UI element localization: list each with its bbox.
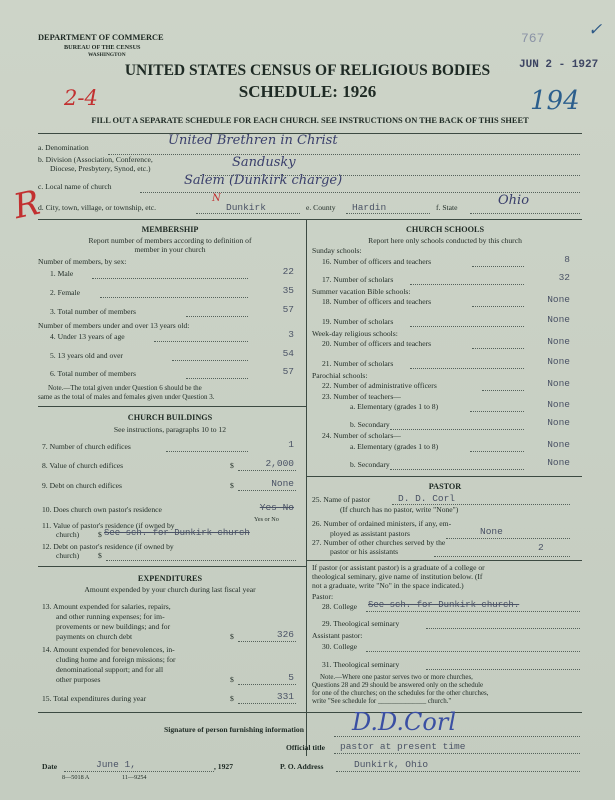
- city-label: d. City, town, village, or township, etc.: [38, 203, 157, 212]
- form-title: UNITED STATES CENSUS OF RELIGIOUS BODIES: [124, 62, 491, 79]
- q24a-value: None: [547, 439, 570, 450]
- q7-label: 7. Number of church edifices: [42, 442, 131, 451]
- parochial-label: Parochial schools:: [312, 371, 368, 380]
- q10-value: Yes No: [259, 502, 294, 513]
- q29-label: 29. Theological seminary: [322, 619, 400, 628]
- signature-value: D.D.Corl: [352, 708, 456, 736]
- pastor-note-3: for one of the churches; on the schedules for the other churches,: [312, 690, 489, 697]
- q14-label-3: denominational support; and for all: [56, 665, 164, 674]
- q9-dollar: $: [230, 481, 234, 490]
- division-label: b. Division (Association, Conference,: [38, 155, 153, 164]
- q16-label: 16. Number of officers and teachers: [322, 257, 432, 266]
- q28-label: 28. College: [322, 602, 358, 611]
- q12-label: 12. Debt on pastor's residence (if owned by: [42, 542, 174, 551]
- membership-note-2: same as the total of males and females given under Question 3.: [38, 393, 215, 401]
- q14-label: 14. Amount expended for benevolences, in-: [42, 645, 175, 654]
- pastor-title: PASTOR: [428, 482, 462, 491]
- q8-dollar: $: [230, 461, 234, 470]
- q22-value: None: [547, 378, 570, 389]
- form-code: 8—5018 A: [62, 774, 90, 781]
- county-value: Hardin: [352, 202, 387, 213]
- q12-label-2: church): [56, 551, 80, 560]
- q24b-label: b. Secondary: [350, 460, 390, 469]
- official-title-label: Official title: [286, 743, 326, 752]
- q21-value: None: [547, 356, 570, 367]
- q25-hint: (If church has no pastor, write "None"): [340, 505, 459, 514]
- year-label: , 1927: [214, 762, 233, 771]
- q25-label: 25. Name of pastor: [312, 495, 371, 504]
- q8-value: 2,000: [265, 458, 294, 469]
- q26-label-2: ployed as assistant pastors: [330, 529, 410, 538]
- q20-label: 20. Number of officers and teachers: [322, 339, 432, 348]
- po-address-value: Dunkirk, Ohio: [354, 759, 429, 770]
- q8-label: 8. Value of church edifices: [42, 461, 124, 470]
- q19-value: None: [547, 314, 570, 325]
- state-value: Ohio: [498, 193, 530, 208]
- q24-label: 24. Number of scholars—: [322, 431, 401, 440]
- q15-value: 331: [276, 691, 294, 702]
- q11-value: See sch. for Dunkirk church: [104, 528, 250, 538]
- q23b-value: None: [547, 417, 570, 428]
- q23-label: 23. Number of teachers—: [322, 392, 401, 401]
- q11-label-2: church): [56, 530, 80, 539]
- denomination-label: a. Denomination: [38, 143, 89, 152]
- q23b-label: b. Secondary: [350, 420, 390, 429]
- buildings-intro: See instructions, paragraphs 10 to 12: [113, 425, 227, 434]
- q17-label: 17. Number of scholars: [322, 275, 394, 284]
- city-mark: N: [212, 193, 221, 204]
- membership-intro: Report number of members according to definition of: [88, 236, 252, 245]
- red-code: 2-4: [64, 86, 98, 110]
- q2-label: 2. Female: [50, 288, 80, 297]
- q15-dollar: $: [230, 694, 234, 703]
- date-value: June 1,: [96, 759, 136, 770]
- date-label: Date: [42, 762, 58, 771]
- local-name-label: c. Local name of church: [38, 182, 112, 191]
- q4-label: 4. Under 13 years of age: [50, 332, 125, 341]
- weekday-label: Week-day religious schools:: [312, 329, 398, 338]
- q1-value: 22: [282, 266, 294, 277]
- q22-label: 22. Number of administrative officers: [322, 381, 437, 390]
- q18-value: None: [547, 294, 570, 305]
- q23a-value: None: [547, 399, 570, 410]
- division-value: Sandusky: [232, 155, 296, 170]
- q9-label: 9. Debt on church edifices: [42, 481, 122, 490]
- graduate-intro-2: theological seminary, give name of institution below. (If: [312, 572, 483, 581]
- pastor-note-2: Questions 28 and 29 should be answered only on the schedule: [312, 682, 484, 689]
- check-mark: ✓: [588, 20, 603, 40]
- department-label: DEPARTMENT OF COMMERCE: [38, 33, 164, 42]
- division-label-2: Diocese, Presbytery, Synod, etc.): [50, 164, 151, 173]
- denomination-value: United Brethren in Christ: [168, 133, 338, 148]
- q13-value: 326: [276, 629, 294, 640]
- expenditures-title: EXPENDITURES: [137, 574, 203, 583]
- washington-label: WASHINGTON: [88, 52, 126, 58]
- q5-value: 54: [282, 348, 294, 359]
- schedule-title: SCHEDULE: 1926: [238, 82, 377, 101]
- q1-label: 1. Male: [50, 269, 74, 278]
- form-print-code: 11—9254: [122, 774, 147, 781]
- local-name-value: Salem (Dunkirk charge): [184, 173, 343, 188]
- graduate-intro: If pastor (or assistant pastor) is a graduate of a college or: [312, 563, 485, 572]
- assistant-sublabel: Assistant pastor:: [312, 631, 363, 640]
- q21-label: 21. Number of scholars: [322, 359, 394, 368]
- q25-value: D. D. Corl: [398, 493, 456, 504]
- q14-label-2: cluding home and foreign missions; for: [56, 655, 176, 664]
- q28-value: See sch. for Dunkirk church.: [368, 600, 520, 610]
- q14-dollar: $: [230, 675, 234, 684]
- pastor-note-4: write "See schedule for ______________ church.": [312, 698, 452, 705]
- q14-value: 5: [288, 672, 294, 683]
- po-address-label: P. O. Address: [280, 762, 324, 771]
- q2-value: 35: [282, 285, 294, 296]
- q13-dollar: $: [230, 632, 234, 641]
- q31-label: 31. Theological seminary: [322, 660, 400, 669]
- q7-value: 1: [288, 439, 294, 450]
- q23a-label: a. Elementary (grades 1 to 8): [350, 402, 439, 411]
- graduate-intro-3: not a graduate, write "No" in the space indicated.): [312, 581, 464, 590]
- q27-label-2: pastor or his assistants: [330, 547, 399, 556]
- q9-value: None: [271, 478, 294, 489]
- q6-label: 6. Total number of members: [50, 369, 137, 378]
- q6-value: 57: [282, 366, 294, 377]
- county-label: e. County: [306, 203, 336, 212]
- age-intro: Number of members under and over 13 years old:: [38, 321, 190, 330]
- q13-label-3: provements or new buildings; and for: [56, 622, 171, 631]
- q24b-value: None: [547, 457, 570, 468]
- membership-note: Note.—The total given under Question 6 should be the: [48, 384, 202, 392]
- bureau-label: BUREAU OF THE CENSUS: [64, 44, 141, 51]
- q16-value: 8: [564, 254, 570, 265]
- membership-intro-2: member in your church: [134, 245, 206, 254]
- q24a-label: a. Elementary (grades 1 to 8): [350, 442, 439, 451]
- red-R-mark: R: [10, 182, 44, 228]
- q19-label: 19. Number of scholars: [322, 317, 394, 326]
- schools-title: CHURCH SCHOOLS: [405, 225, 485, 234]
- state-label: f. State: [436, 203, 458, 212]
- q12-dollar: $: [98, 551, 102, 560]
- city-value: Dunkirk: [226, 202, 266, 213]
- q27-label: 27. Number of other churches served by the: [312, 538, 446, 547]
- official-title-value: pastor at present time: [340, 741, 466, 752]
- q17-value: 32: [558, 272, 570, 283]
- q13-label-4: payments on church debt: [56, 632, 133, 641]
- by-sex-label: Number of members, by sex:: [38, 257, 127, 266]
- sunday-label: Sunday schools:: [312, 246, 362, 255]
- stamp-number: 767: [521, 31, 545, 46]
- received-date-stamp: JUN 2 - 1927: [519, 59, 599, 71]
- pastor-note: Note.—Where one pastor serves two or more churches,: [320, 674, 473, 681]
- q26-label: 26. Number of ordained ministers, if any, em-: [312, 519, 452, 528]
- q13-label: 13. Amount expended for salaries, repairs,: [42, 602, 171, 611]
- q5-label: 5. 13 years old and over: [50, 351, 123, 360]
- summer-label: Summer vacation Bible schools:: [312, 287, 411, 296]
- q18-label: 18. Number of officers and teachers: [322, 297, 432, 306]
- q15-label: 15. Total expenditures during year: [42, 694, 147, 703]
- blue-code: 194: [530, 86, 580, 116]
- q10-label: 10. Does church own pastor's residence: [42, 505, 162, 514]
- q14-label-4: other purposes: [56, 675, 101, 684]
- instruction-banner: FILL OUT A SEPARATE SCHEDULE FOR EACH CHURCH. SEE INSTRUCTIONS ON THE BACK OF THIS SHEET: [91, 116, 529, 125]
- pastor-sublabel: Pastor:: [312, 592, 334, 601]
- q11-dollar: $: [98, 530, 102, 539]
- expenditures-intro: Amount expended by your church during last fiscal year: [84, 585, 256, 594]
- q3-value: 57: [282, 304, 294, 315]
- q4-value: 3: [288, 329, 294, 340]
- q27-value: 2: [538, 542, 544, 553]
- membership-title: MEMBERSHIP: [141, 225, 199, 234]
- buildings-title: CHURCH BUILDINGS: [127, 413, 213, 422]
- q20-value: None: [547, 336, 570, 347]
- schools-intro: Report here only schools conducted by this church: [368, 236, 522, 245]
- yes-or-no-hint: Yes or No: [254, 516, 279, 523]
- q26-value: None: [480, 526, 503, 537]
- q11-label: 11. Value of pastor's residence (if owned by: [42, 521, 175, 530]
- q3-label: 3. Total number of members: [50, 307, 137, 316]
- q13-label-2: and other running expenses; for im-: [56, 612, 165, 621]
- signature-label: Signature of person furnishing information: [164, 725, 304, 734]
- q30-label: 30. College: [322, 642, 358, 651]
